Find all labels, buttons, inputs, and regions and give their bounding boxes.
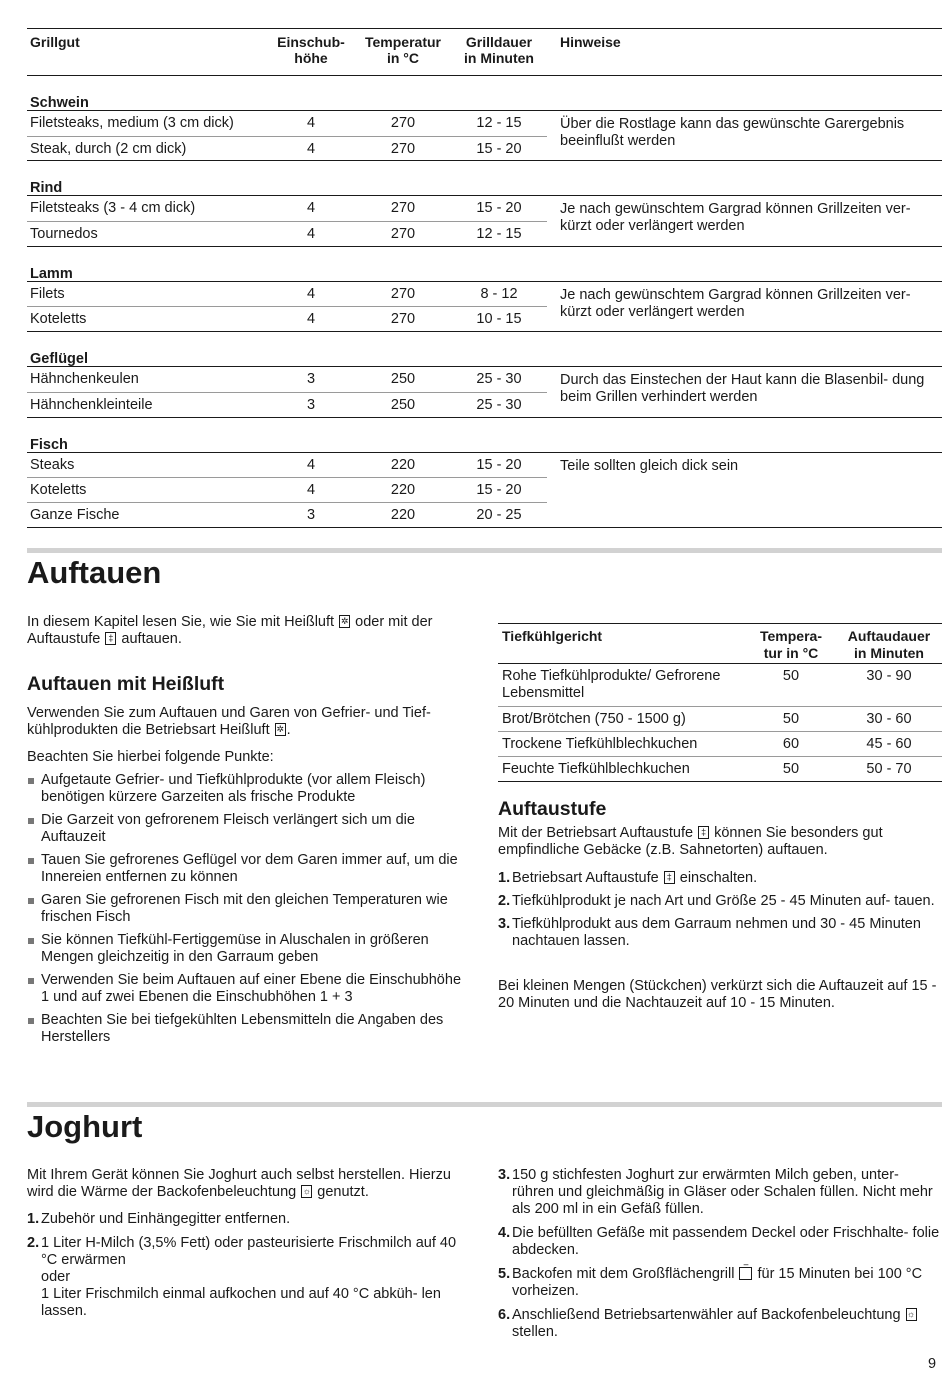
defrost-icon <box>698 826 709 839</box>
cell-shelf: 4 <box>306 115 316 131</box>
header-temp: Tempera- tur in °C <box>760 628 822 661</box>
cell-duration: 45 - 60 <box>866 736 912 752</box>
cell-temp: 270 <box>390 115 416 131</box>
cell-shelf: 4 <box>306 200 316 217</box>
cell-shelf: 4 <box>306 285 316 302</box>
section-title-joghurt: Joghurt <box>27 1109 143 1144</box>
section-divider <box>27 548 942 553</box>
cell-temp: 220 <box>390 482 416 499</box>
cell-temp: 220 <box>390 506 416 523</box>
cell-item: Tournedos <box>30 226 98 243</box>
cell-item: Hähnchenkleinteile <box>30 396 153 413</box>
grill-group <box>27 418 942 528</box>
table-row <box>27 221 547 246</box>
group-rows <box>27 111 942 161</box>
cell-temp: 270 <box>390 140 416 157</box>
cell-duration: 15 - 20 <box>476 482 522 499</box>
group-rows <box>27 196 942 246</box>
heissluft-text: Verwenden Sie zum Auftauen und Garen von Gefrier- und Tief- kühlprodukten die Betriebsart Heißluft ✲ . <box>27 705 472 739</box>
cell-shelf: 3 <box>306 371 316 388</box>
group-note: Über die Rostlage kann das gewünschte Garergebnis beeinflußt werden <box>560 116 905 149</box>
grill-icon <box>739 1267 752 1280</box>
table-row <box>27 477 547 502</box>
table-row <box>27 367 547 392</box>
table-row <box>27 502 547 527</box>
joghurt-steps-right <box>498 1167 942 1348</box>
cell-shelf: 3 <box>306 506 316 523</box>
cell-item: Filets <box>30 285 65 302</box>
step-number: 6. <box>498 1307 511 1323</box>
cell-item: Trockene Tiefkühlblechkuchen <box>502 736 698 752</box>
cell-item: Feuchte Tiefkühlblechkuchen <box>502 761 690 777</box>
table-row <box>27 196 547 221</box>
defrost-table-header <box>498 623 942 664</box>
cell-temp: 50 <box>782 711 800 727</box>
group-title: Schwein <box>27 76 942 111</box>
step-number: 3. <box>498 916 511 932</box>
cell-item: Brot/Brötchen (750 - 1500 g) <box>502 711 686 727</box>
cell-shelf: 4 <box>306 482 316 499</box>
table-row <box>27 453 547 478</box>
defrost-table <box>498 623 942 782</box>
cell-duration: 15 - 20 <box>476 200 522 217</box>
grill-group <box>27 247 942 332</box>
step-item: 3. Tiefkühlprodukt aus dem Garraum nehmen und 30 - 45 Minuten nachtauen lassen. <box>498 916 921 949</box>
table-row <box>498 731 942 756</box>
group-note: Teile sollten gleich dick sein <box>560 457 739 474</box>
cell-shelf: 3 <box>306 396 316 413</box>
cell-temp: 270 <box>390 285 416 302</box>
cell-temp: 50 <box>782 761 800 777</box>
grill-group <box>27 161 942 246</box>
grill-group <box>27 332 942 417</box>
cell-shelf: 4 <box>306 226 316 243</box>
header-duration: Auftaudauer in Minuten <box>847 628 931 661</box>
cell-shelf: 4 <box>306 140 316 157</box>
table-row <box>498 756 942 781</box>
defrost-icon <box>105 632 116 645</box>
step-item: 2. 1 Liter H-Milch (3,5% Fett) oder pasteurisierte Frischmilch auf 40 °C erwärmen oder 1 Liter Frischmilch einmal aufkochen und auf 40 °C abküh- len lassen. <box>27 1235 457 1319</box>
step-item: 2. Tiefkühlprodukt je nach Art und Größe 25 - 45 Minuten auf- tauen. <box>498 893 935 909</box>
subtitle-auftaustufe: Auftaustufe <box>498 798 607 820</box>
cell-item: Hähnchenkeulen <box>30 371 139 388</box>
cell-item: Koteletts <box>30 311 87 328</box>
header-temp: Temperatur in °C <box>365 34 441 66</box>
cell-duration: 15 - 20 <box>476 456 522 473</box>
table-row <box>27 392 547 417</box>
auftauen-intro: In diesem Kapitel lesen Sie, wie Sie mit Heißluft ✲ oder mit der Auftaustufe ‡ auftauen. <box>27 614 472 648</box>
cell-item: Ganze Fische <box>30 506 120 523</box>
cell-duration: 12 - 15 <box>476 226 522 243</box>
cell-temp: 270 <box>390 226 416 243</box>
cell-temp: 50 <box>782 668 800 684</box>
bullet-item: Sie können Tiefkühl-Fertiggemüse in Aluschalen in größeren Mengen gleichzeitig in den Garraum geben <box>27 932 472 966</box>
grill-table <box>27 28 942 528</box>
page-number: 9 <box>928 1356 937 1372</box>
table-row <box>27 306 547 331</box>
step-number: 4. <box>498 1225 511 1241</box>
cell-duration: 12 - 15 <box>476 115 522 131</box>
cell-duration: 30 - 60 <box>866 711 912 727</box>
cell-item: Steaks <box>30 456 75 473</box>
header-shelf: Einschub- höhe <box>277 34 345 66</box>
group-title: Fisch <box>27 418 942 453</box>
step-number: 1. <box>498 870 511 886</box>
cell-temp: 250 <box>390 371 416 388</box>
joghurt-intro: Mit Ihrem Gerät können Sie Joghurt auch selbst herstellen. Hierzu wird die Wärme der Backofenbeleuchtung ☼ genutzt. <box>27 1167 467 1201</box>
group-title: Rind <box>27 161 942 196</box>
section-divider <box>27 1102 942 1107</box>
step-number: 5. <box>498 1266 511 1282</box>
cell-duration: 50 - 70 <box>866 761 912 777</box>
step-item: 1. Zubehör und Einhängegitter entfernen. <box>27 1211 291 1227</box>
cell-shelf: 4 <box>306 311 316 328</box>
cell-item: Rohe Tiefkühlprodukte/ Gefrorene Lebensmittel <box>502 668 721 701</box>
group-rows <box>27 282 942 332</box>
subtitle-heissluft: Auftauen mit Heißluft <box>27 673 225 695</box>
cell-duration: 10 - 15 <box>476 311 522 328</box>
step-item: 6. Anschließend Betriebsartenwähler auf Backofenbeleuchtung ☼ stellen. <box>498 1307 942 1341</box>
table-row <box>498 706 942 731</box>
auftaustufe-text: Mit der Betriebsart Auftaustufe ‡ können Sie besonders gut empfindliche Gebäcke (z.B. Sahnetorten) auftauen. <box>498 825 942 859</box>
bullet-item: Garen Sie gefrorenen Fisch mit den gleichen Temperaturen wie frischen Fisch <box>27 892 472 926</box>
cell-temp: 60 <box>782 736 800 752</box>
auftauen-closing: Bei kleinen Mengen (Stückchen) verkürzt sich die Auftauzeit auf 15 - 20 Minuten und die Nachtauzeit auf 10 - 15 Minuten. <box>498 978 937 1011</box>
step-number: 2. <box>498 893 511 909</box>
cell-duration: 25 - 30 <box>476 371 522 388</box>
header-item: Tiefkühlgericht <box>502 628 603 644</box>
cell-temp: 220 <box>390 456 416 473</box>
group-note: Durch das Einstechen der Haut kann die Blasenbil- dung beim Grillen verhindert werden <box>560 372 925 406</box>
group-title: Geflügel <box>27 332 942 367</box>
grill-group <box>27 76 942 161</box>
cell-duration: 25 - 30 <box>476 396 522 413</box>
header-item: Grillgut <box>30 34 80 50</box>
cell-item: Filetsteaks (3 - 4 cm dick) <box>30 200 196 217</box>
step-number: 3. <box>498 1167 511 1183</box>
oven-light-icon <box>906 1308 917 1321</box>
bullet-item: Die Garzeit von gefrorenem Fleisch verlängert sich um die Auftauzeit <box>27 812 472 846</box>
group-note: Je nach gewünschtem Gargrad können Grillzeiten ver- kürzt oder verlängert werden <box>560 201 911 235</box>
cell-item: Koteletts <box>30 482 87 499</box>
step-item: 4. Die befüllten Gefäße mit passendem Deckel oder Frischhalte- folie abdecken. <box>498 1225 940 1258</box>
step-item: 1. Betriebsart Auftaustufe ‡ einschalten. <box>498 870 942 887</box>
beachten-text: Beachten Sie hierbei folgende Punkte: <box>27 749 274 765</box>
cell-duration: 15 - 20 <box>476 140 522 157</box>
cell-temp: 270 <box>390 200 416 217</box>
header-notes: Hinweise <box>560 34 621 50</box>
grill-table-header <box>27 28 942 76</box>
cell-duration: 30 - 90 <box>866 668 912 684</box>
hot-air-icon <box>339 615 350 628</box>
defrost-icon <box>664 871 675 884</box>
group-title: Lamm <box>27 247 942 282</box>
cell-temp: 250 <box>390 396 416 413</box>
table-row <box>27 136 547 161</box>
cell-item: Steak, durch (2 cm dick) <box>30 140 187 157</box>
header-duration: Grilldauer in Minuten <box>464 34 534 66</box>
bullet-item: Tauen Sie gefrorenes Geflügel vor dem Garen immer auf, um die Innereien entfernen zu können <box>27 852 472 886</box>
step-item: 5. Backofen mit dem Großflächengrill ‾ für 15 Minuten bei 100 °C vorheizen. <box>498 1266 942 1300</box>
joghurt-steps-left <box>27 1211 467 1327</box>
cell-item: Filetsteaks, medium (3 cm dick) <box>30 115 234 131</box>
oven-light-icon <box>301 1185 312 1198</box>
bullet-item: Aufgetaute Gefrier- und Tiefkühlprodukte (vor allem Fleisch) benötigen kürzere Garzeiten als frische Produkte <box>27 772 472 806</box>
auftauen-bullet-list <box>27 772 472 1052</box>
group-rows <box>27 367 942 417</box>
table-row <box>27 282 547 307</box>
group-note: Je nach gewünschtem Gargrad können Grillzeiten ver- kürzt oder verlängert werden <box>560 286 911 320</box>
hot-air-icon <box>275 723 286 736</box>
bullet-item: Beachten Sie bei tiefgekühlten Lebensmitteln die Angaben des Herstellers <box>27 1012 472 1046</box>
cell-shelf: 4 <box>306 456 316 473</box>
step-number: 2. <box>27 1235 40 1251</box>
section-title-auftauen: Auftauen <box>27 555 162 590</box>
step-item: 3. 150 g stichfesten Joghurt zur erwärmten Milch geben, unter- rühren und gleichmäßig in Gläser oder Schalen füllen. Nicht mehr als 200 ml in ein Gefäß füllen. <box>498 1167 933 1217</box>
cell-duration: 8 - 12 <box>480 285 518 302</box>
cell-temp: 270 <box>390 311 416 328</box>
auftaustufe-steps <box>498 870 942 956</box>
bullet-item: Verwenden Sie beim Auftauen auf einer Ebene die Einschubhöhe 1 und auf zwei Ebenen die Einschubhöhen 1 + 3 <box>27 972 472 1006</box>
table-row <box>27 111 547 136</box>
table-row <box>498 664 942 706</box>
step-number: 1. <box>27 1211 40 1227</box>
cell-duration: 20 - 25 <box>476 506 522 523</box>
group-rows <box>27 453 942 528</box>
